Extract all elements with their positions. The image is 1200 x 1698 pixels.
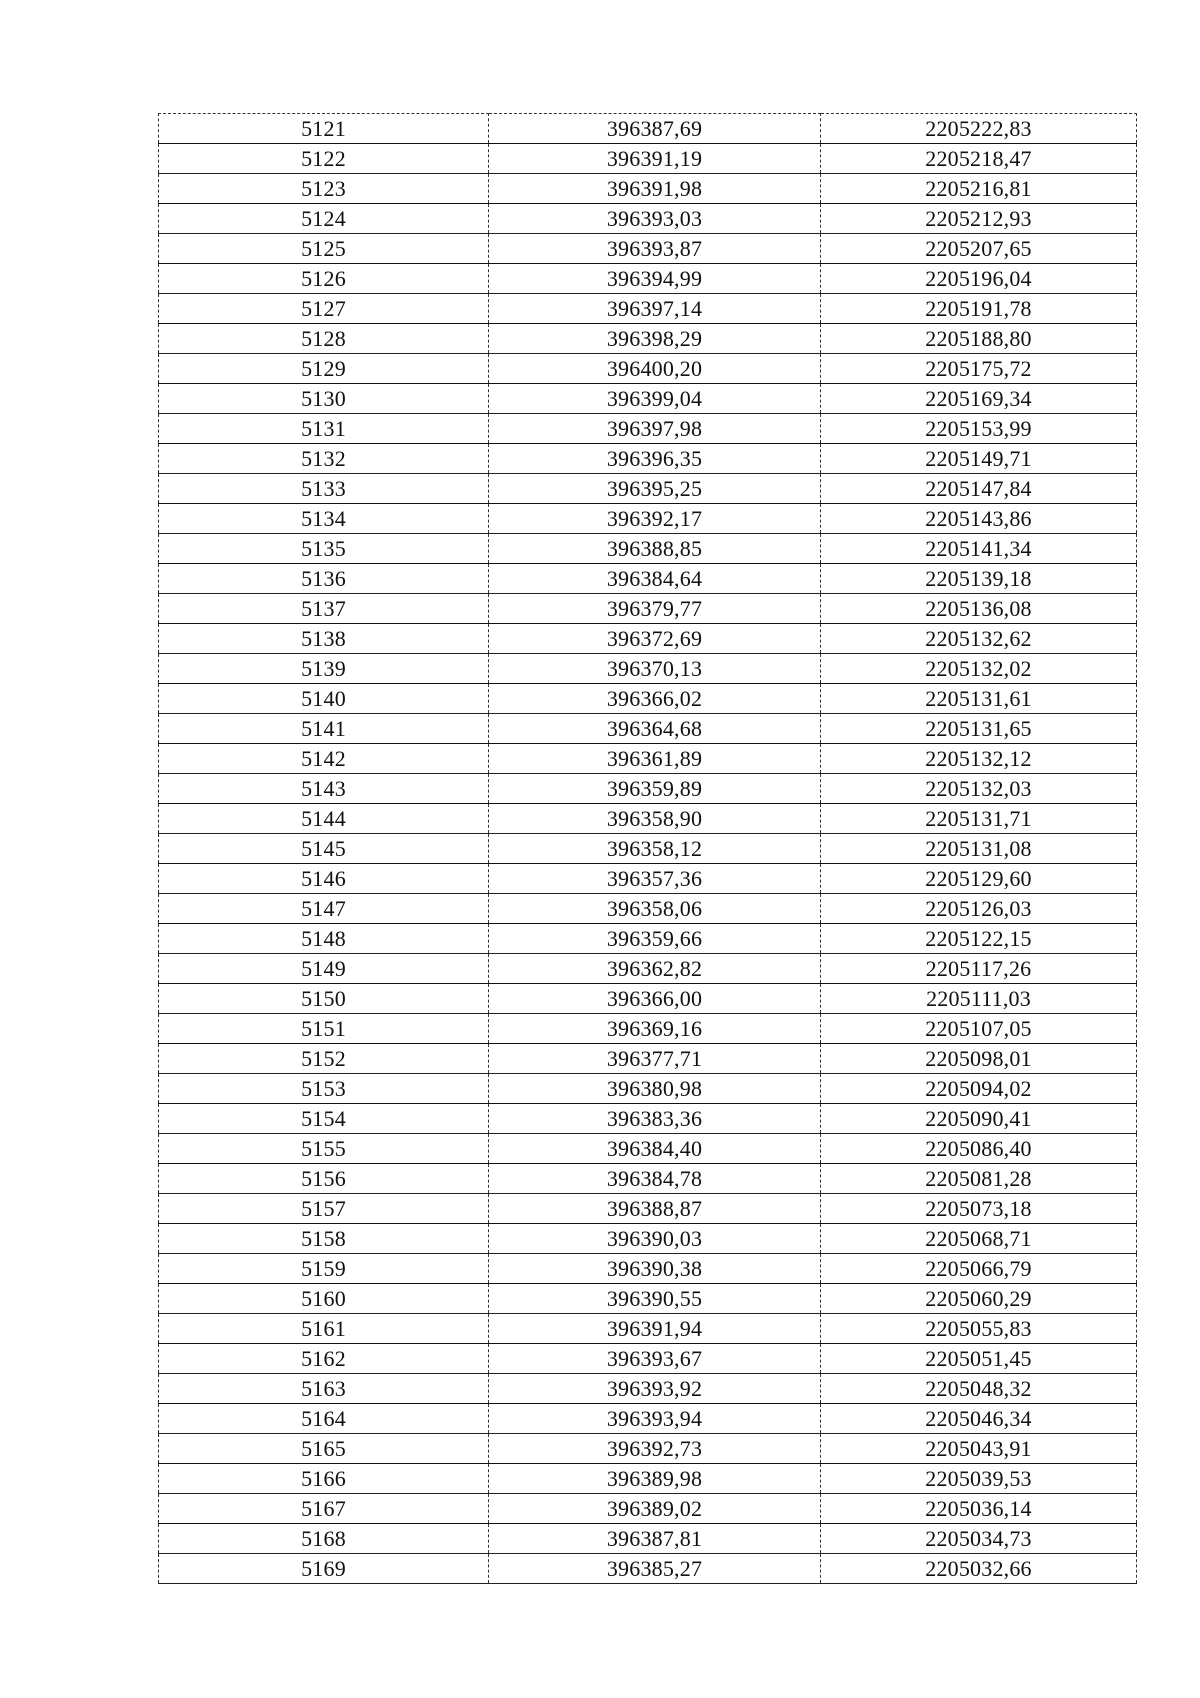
y-coordinate-cell: 2205034,73: [821, 1524, 1137, 1554]
table-row: [159, 564, 1137, 594]
x-coordinate-cell: 396366,02: [489, 684, 821, 714]
y-coordinate-cell: 2205132,02: [821, 654, 1137, 684]
y-coordinate-cell: 2205090,41: [821, 1104, 1137, 1134]
coordinates-table-body: [159, 114, 1137, 1584]
point-number-cell: 5150: [159, 984, 489, 1014]
y-coordinate-cell: 2205111,03: [821, 984, 1137, 1014]
table-row: [159, 1284, 1137, 1314]
table-row: [159, 294, 1137, 324]
point-number-cell: 5163: [159, 1374, 489, 1404]
point-number-cell: 5145: [159, 834, 489, 864]
y-coordinate-cell: 2205036,14: [821, 1494, 1137, 1524]
point-number-cell: 5136: [159, 564, 489, 594]
table-row: [159, 264, 1137, 294]
y-coordinate-cell: 2205169,34: [821, 384, 1137, 414]
y-coordinate-cell: 2205132,12: [821, 744, 1137, 774]
x-coordinate-cell: 396393,92: [489, 1374, 821, 1404]
point-number-cell: 5158: [159, 1224, 489, 1254]
point-number-cell: 5142: [159, 744, 489, 774]
table-row: [159, 1464, 1137, 1494]
table-row: [159, 1014, 1137, 1044]
x-coordinate-cell: 396390,38: [489, 1254, 821, 1284]
x-coordinate-cell: 396369,16: [489, 1014, 821, 1044]
table-row: [159, 1494, 1137, 1524]
y-coordinate-cell: 2205046,34: [821, 1404, 1137, 1434]
y-coordinate-cell: 2205207,65: [821, 234, 1137, 264]
x-coordinate-cell: 396366,00: [489, 984, 821, 1014]
point-number-cell: 5126: [159, 264, 489, 294]
y-coordinate-cell: 2205131,08: [821, 834, 1137, 864]
y-coordinate-cell: 2205132,03: [821, 774, 1137, 804]
table-row: [159, 414, 1137, 444]
y-coordinate-cell: 2205212,93: [821, 204, 1137, 234]
y-coordinate-cell: 2205107,05: [821, 1014, 1137, 1044]
point-number-cell: 5154: [159, 1104, 489, 1134]
point-number-cell: 5141: [159, 714, 489, 744]
point-number-cell: 5124: [159, 204, 489, 234]
table-row: [159, 624, 1137, 654]
y-coordinate-cell: 2205191,78: [821, 294, 1137, 324]
table-row: [159, 1164, 1137, 1194]
y-coordinate-cell: 2205086,40: [821, 1134, 1137, 1164]
x-coordinate-cell: 396389,98: [489, 1464, 821, 1494]
point-number-cell: 5129: [159, 354, 489, 384]
table-row: [159, 1134, 1137, 1164]
x-coordinate-cell: 396387,81: [489, 1524, 821, 1554]
table-row: [159, 1524, 1137, 1554]
point-number-cell: 5133: [159, 474, 489, 504]
point-number-cell: 5162: [159, 1344, 489, 1374]
y-coordinate-cell: 2205126,03: [821, 894, 1137, 924]
point-number-cell: 5165: [159, 1434, 489, 1464]
y-coordinate-cell: 2205188,80: [821, 324, 1137, 354]
table-row: [159, 1224, 1137, 1254]
y-coordinate-cell: 2205132,62: [821, 624, 1137, 654]
table-row: [159, 384, 1137, 414]
point-number-cell: 5159: [159, 1254, 489, 1284]
point-number-cell: 5146: [159, 864, 489, 894]
x-coordinate-cell: 396387,69: [489, 114, 821, 144]
y-coordinate-cell: 2205196,04: [821, 264, 1137, 294]
x-coordinate-cell: 396384,40: [489, 1134, 821, 1164]
y-coordinate-cell: 2205141,34: [821, 534, 1137, 564]
y-coordinate-cell: 2205218,47: [821, 144, 1137, 174]
point-number-cell: 5123: [159, 174, 489, 204]
y-coordinate-cell: 2205032,66: [821, 1554, 1137, 1584]
table-row: [159, 924, 1137, 954]
x-coordinate-cell: 396397,14: [489, 294, 821, 324]
table-row: [159, 744, 1137, 774]
table-row: [159, 1044, 1137, 1074]
x-coordinate-cell: 396384,78: [489, 1164, 821, 1194]
table-row: [159, 1254, 1137, 1284]
x-coordinate-cell: 396392,73: [489, 1434, 821, 1464]
table-row: [159, 1554, 1137, 1584]
y-coordinate-cell: 2205051,45: [821, 1344, 1137, 1374]
x-coordinate-cell: 396357,36: [489, 864, 821, 894]
y-coordinate-cell: 2205222,83: [821, 114, 1137, 144]
point-number-cell: 5164: [159, 1404, 489, 1434]
point-number-cell: 5128: [159, 324, 489, 354]
table-row: [159, 444, 1137, 474]
x-coordinate-cell: 396364,68: [489, 714, 821, 744]
y-coordinate-cell: 2205060,29: [821, 1284, 1137, 1314]
x-coordinate-cell: 396390,03: [489, 1224, 821, 1254]
point-number-cell: 5134: [159, 504, 489, 534]
table-row: [159, 354, 1137, 384]
x-coordinate-cell: 396372,69: [489, 624, 821, 654]
x-coordinate-cell: 396397,98: [489, 414, 821, 444]
x-coordinate-cell: 396358,06: [489, 894, 821, 924]
point-number-cell: 5139: [159, 654, 489, 684]
point-number-cell: 5167: [159, 1494, 489, 1524]
y-coordinate-cell: 2205048,32: [821, 1374, 1137, 1404]
table-row: [159, 174, 1137, 204]
point-number-cell: 5135: [159, 534, 489, 564]
table-row: [159, 864, 1137, 894]
y-coordinate-cell: 2205147,84: [821, 474, 1137, 504]
x-coordinate-cell: 396389,02: [489, 1494, 821, 1524]
x-coordinate-cell: 396361,89: [489, 744, 821, 774]
y-coordinate-cell: 2205131,61: [821, 684, 1137, 714]
point-number-cell: 5161: [159, 1314, 489, 1344]
table-row: [159, 1344, 1137, 1374]
table-row: [159, 324, 1137, 354]
y-coordinate-cell: 2205039,53: [821, 1464, 1137, 1494]
point-number-cell: 5157: [159, 1194, 489, 1224]
point-number-cell: 5166: [159, 1464, 489, 1494]
table-row: [159, 204, 1137, 234]
point-number-cell: 5144: [159, 804, 489, 834]
x-coordinate-cell: 396393,94: [489, 1404, 821, 1434]
point-number-cell: 5121: [159, 114, 489, 144]
x-coordinate-cell: 396398,29: [489, 324, 821, 354]
point-number-cell: 5143: [159, 774, 489, 804]
y-coordinate-cell: 2205129,60: [821, 864, 1137, 894]
y-coordinate-cell: 2205117,26: [821, 954, 1137, 984]
x-coordinate-cell: 396388,87: [489, 1194, 821, 1224]
table-row: [159, 504, 1137, 534]
x-coordinate-cell: 396358,12: [489, 834, 821, 864]
table-row: [159, 1314, 1137, 1344]
table-row: [159, 1434, 1137, 1464]
point-number-cell: 5127: [159, 294, 489, 324]
x-coordinate-cell: 396362,82: [489, 954, 821, 984]
x-coordinate-cell: 396383,36: [489, 1104, 821, 1134]
y-coordinate-cell: 2205131,71: [821, 804, 1137, 834]
point-number-cell: 5122: [159, 144, 489, 174]
y-coordinate-cell: 2205153,99: [821, 414, 1137, 444]
point-number-cell: 5168: [159, 1524, 489, 1554]
coordinates-table: [158, 113, 1137, 1584]
table-row: [159, 1404, 1137, 1434]
point-number-cell: 5138: [159, 624, 489, 654]
x-coordinate-cell: 396396,35: [489, 444, 821, 474]
x-coordinate-cell: 396358,90: [489, 804, 821, 834]
x-coordinate-cell: 396394,99: [489, 264, 821, 294]
y-coordinate-cell: 2205149,71: [821, 444, 1137, 474]
y-coordinate-cell: 2205094,02: [821, 1074, 1137, 1104]
point-number-cell: 5131: [159, 414, 489, 444]
x-coordinate-cell: 396379,77: [489, 594, 821, 624]
x-coordinate-cell: 396390,55: [489, 1284, 821, 1314]
y-coordinate-cell: 2205098,01: [821, 1044, 1137, 1074]
table-row: [159, 654, 1137, 684]
x-coordinate-cell: 396391,19: [489, 144, 821, 174]
point-number-cell: 5125: [159, 234, 489, 264]
table-row: [159, 474, 1137, 504]
table-row: [159, 984, 1137, 1014]
table-row: [159, 144, 1137, 174]
table-row: [159, 894, 1137, 924]
table-row: [159, 1104, 1137, 1134]
point-number-cell: 5169: [159, 1554, 489, 1584]
y-coordinate-cell: 2205066,79: [821, 1254, 1137, 1284]
table-row: [159, 1374, 1137, 1404]
y-coordinate-cell: 2205143,86: [821, 504, 1137, 534]
x-coordinate-cell: 396391,94: [489, 1314, 821, 1344]
x-coordinate-cell: 396385,27: [489, 1554, 821, 1584]
x-coordinate-cell: 396395,25: [489, 474, 821, 504]
table-row: [159, 954, 1137, 984]
table-row: [159, 804, 1137, 834]
x-coordinate-cell: 396377,71: [489, 1044, 821, 1074]
table-row: [159, 114, 1137, 144]
x-coordinate-cell: 396391,98: [489, 174, 821, 204]
y-coordinate-cell: 2205136,08: [821, 594, 1137, 624]
point-number-cell: 5130: [159, 384, 489, 414]
table-row: [159, 594, 1137, 624]
point-number-cell: 5147: [159, 894, 489, 924]
y-coordinate-cell: 2205081,28: [821, 1164, 1137, 1194]
x-coordinate-cell: 396399,04: [489, 384, 821, 414]
x-coordinate-cell: 396388,85: [489, 534, 821, 564]
y-coordinate-cell: 2205131,65: [821, 714, 1137, 744]
x-coordinate-cell: 396400,20: [489, 354, 821, 384]
point-number-cell: 5156: [159, 1164, 489, 1194]
table-row: [159, 714, 1137, 744]
y-coordinate-cell: 2205073,18: [821, 1194, 1137, 1224]
point-number-cell: 5155: [159, 1134, 489, 1164]
table-row: [159, 684, 1137, 714]
x-coordinate-cell: 396370,13: [489, 654, 821, 684]
point-number-cell: 5152: [159, 1044, 489, 1074]
point-number-cell: 5148: [159, 924, 489, 954]
y-coordinate-cell: 2205216,81: [821, 174, 1137, 204]
x-coordinate-cell: 396393,67: [489, 1344, 821, 1374]
y-coordinate-cell: 2205175,72: [821, 354, 1137, 384]
table-row: [159, 1074, 1137, 1104]
table-row: [159, 834, 1137, 864]
point-number-cell: 5137: [159, 594, 489, 624]
y-coordinate-cell: 2205122,15: [821, 924, 1137, 954]
x-coordinate-cell: 396392,17: [489, 504, 821, 534]
table-row: [159, 1194, 1137, 1224]
x-coordinate-cell: 396393,03: [489, 204, 821, 234]
y-coordinate-cell: 2205139,18: [821, 564, 1137, 594]
x-coordinate-cell: 396359,89: [489, 774, 821, 804]
x-coordinate-cell: 396380,98: [489, 1074, 821, 1104]
point-number-cell: 5149: [159, 954, 489, 984]
x-coordinate-cell: 396393,87: [489, 234, 821, 264]
point-number-cell: 5132: [159, 444, 489, 474]
x-coordinate-cell: 396384,64: [489, 564, 821, 594]
point-number-cell: 5151: [159, 1014, 489, 1044]
table-row: [159, 534, 1137, 564]
table-row: [159, 774, 1137, 804]
table-row: [159, 234, 1137, 264]
point-number-cell: 5160: [159, 1284, 489, 1314]
y-coordinate-cell: 2205068,71: [821, 1224, 1137, 1254]
x-coordinate-cell: 396359,66: [489, 924, 821, 954]
point-number-cell: 5140: [159, 684, 489, 714]
y-coordinate-cell: 2205055,83: [821, 1314, 1137, 1344]
point-number-cell: 5153: [159, 1074, 489, 1104]
y-coordinate-cell: 2205043,91: [821, 1434, 1137, 1464]
